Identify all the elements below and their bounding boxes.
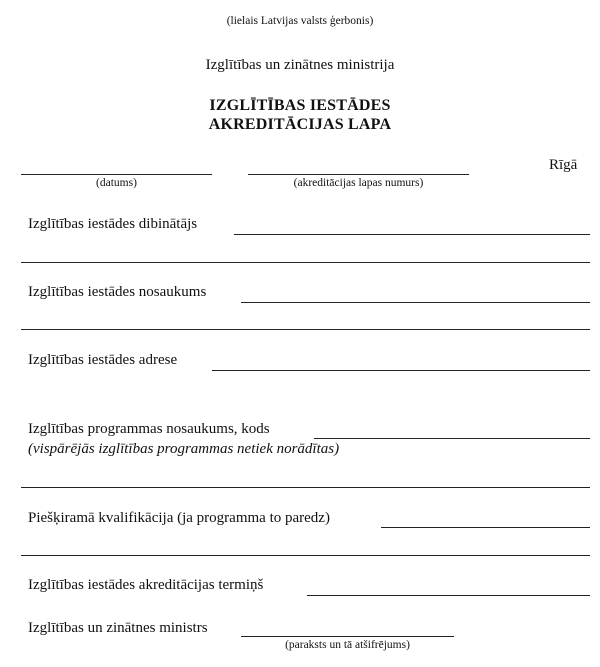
qualification-line[interactable] [381, 527, 590, 528]
date-line[interactable] [21, 174, 212, 175]
institution-name-line[interactable] [241, 302, 590, 303]
accreditation-number-caption: (akreditācijas lapas numurs) [293, 177, 424, 189]
program-label: Izglītības programmas nosaukums, kods [28, 421, 270, 437]
accreditation-term-label: Izglītības iestādes akreditācijas termiņš [28, 577, 264, 593]
program-line[interactable] [314, 438, 590, 439]
founder-line-2[interactable] [21, 262, 590, 263]
document-title-line1: IZGLĪTĪBAS IESTĀDES [209, 97, 391, 114]
program-note: (vispārējās izglītības programmas netiek norādītas) [28, 441, 340, 457]
signature-line[interactable] [241, 636, 454, 637]
institution-name-label: Izglītības iestādes nosaukums [28, 284, 207, 300]
program-line-2[interactable] [21, 487, 590, 488]
document-title-line2: AKREDITĀCIJAS LAPA [208, 116, 392, 133]
ministry-name: Izglītības un zinātnes ministrija [205, 57, 395, 73]
accreditation-term-line[interactable] [307, 595, 590, 596]
address-label: Izglītības iestādes adrese [28, 352, 178, 368]
address-line[interactable] [212, 370, 590, 371]
date-caption: (datums) [96, 177, 137, 189]
minister-label: Izglītības un zinātnes ministrs [28, 620, 208, 636]
founder-label: Izglītības iestādes dibinātājs [28, 216, 198, 232]
founder-line[interactable] [234, 234, 590, 235]
institution-name-line-2[interactable] [21, 329, 590, 330]
coat-of-arms-note: (lielais Latvijas valsts ģerbonis) [226, 15, 374, 27]
place-label: Rīgā [549, 157, 578, 173]
qualification-label: Piešķiramā kvalifikācija (ja programma to paredz) [28, 510, 330, 526]
qualification-line-2[interactable] [21, 555, 590, 556]
signature-caption: (paraksts un tā atšifrējums) [285, 639, 410, 651]
accreditation-number-line[interactable] [248, 174, 469, 175]
